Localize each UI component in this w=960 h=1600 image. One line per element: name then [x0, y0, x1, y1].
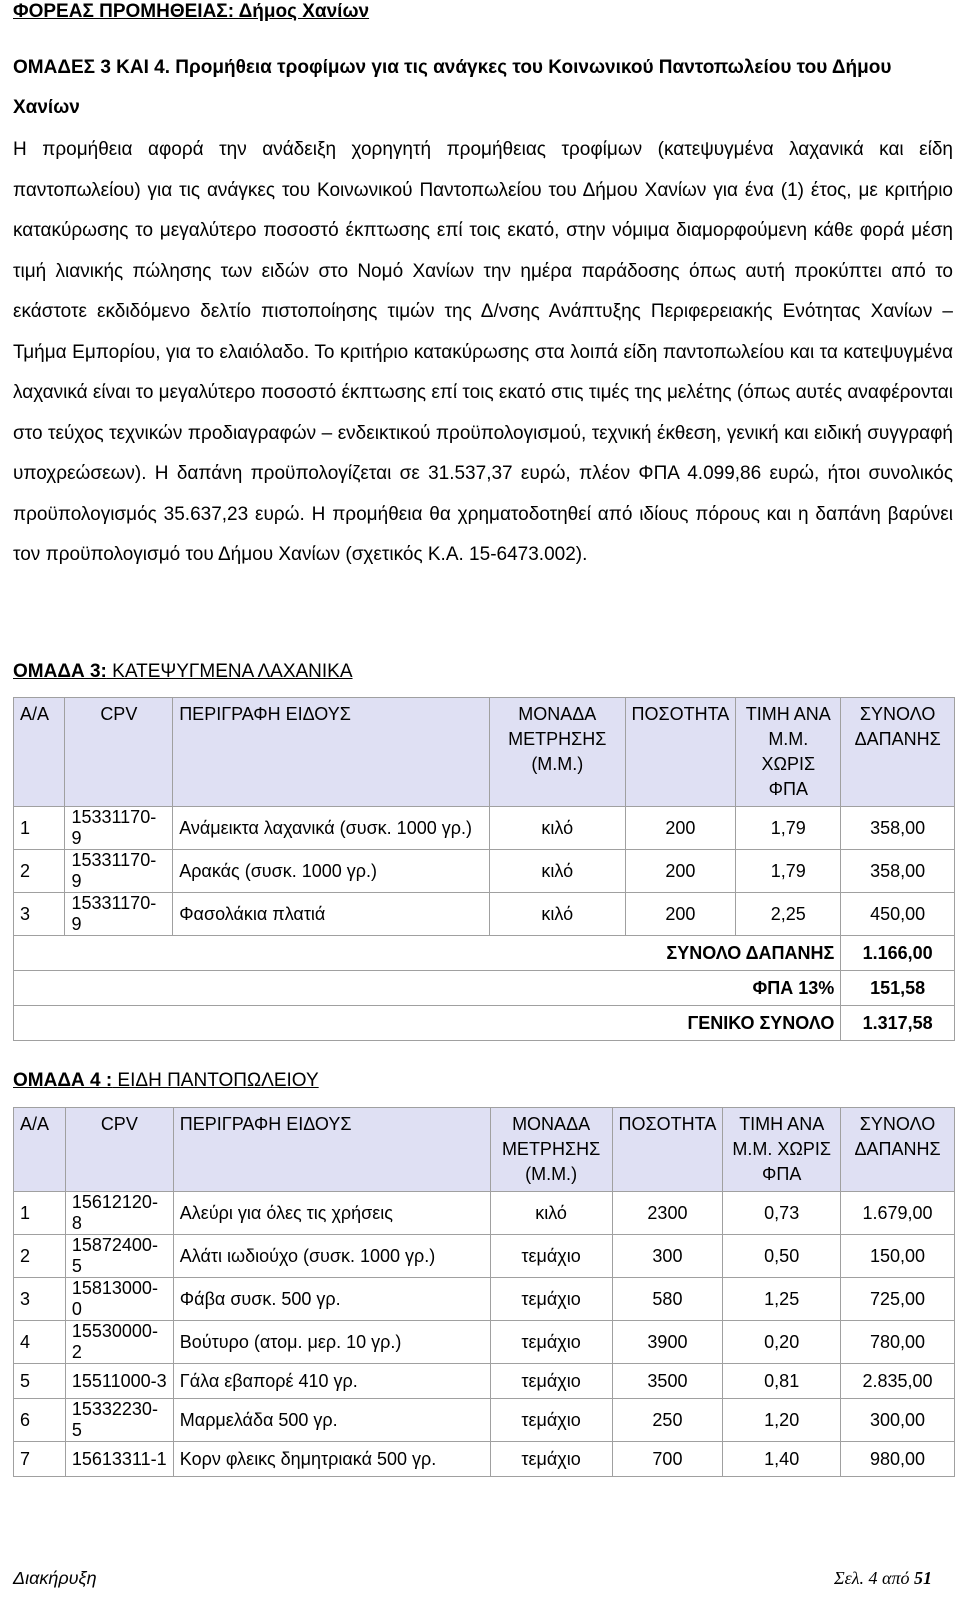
- col-header-description: ΠΕΡΙΓΡΑΦΗ ΕΙΔΟΥΣ: [173, 698, 490, 807]
- cell-quantity: 200: [625, 807, 736, 850]
- footer-document-name: Διακήρυξη: [13, 1568, 97, 1588]
- cell-cpv: 15813000-0: [65, 1278, 173, 1321]
- cell-unit-price: 0,50: [723, 1235, 841, 1278]
- group4-header-row: [14, 1108, 955, 1192]
- cell-unit-price: 0,81: [723, 1364, 841, 1399]
- cell-total: 980,00: [841, 1442, 955, 1477]
- cell-unit-price: 1,25: [723, 1278, 841, 1321]
- cell-unit: τεμάχιο: [490, 1364, 612, 1399]
- footer-page-number: [834, 1568, 932, 1589]
- vat-label: ΦΠΑ 13%: [14, 971, 841, 1006]
- cell-description: Φασολάκια πλατιά: [173, 893, 490, 936]
- group4-table: [13, 1107, 955, 1477]
- col-header-aa: Α/Α: [14, 698, 65, 807]
- group3-heading-title: ΚΑΤΕΨΥΓΜΕΝΑ ΛΑΧΑΝΙΚΑ: [106, 661, 353, 682]
- cell-description: Γάλα εβαπορέ 410 γρ.: [173, 1364, 490, 1399]
- cell-unit-price: 1,40: [723, 1442, 841, 1477]
- totals-row: [14, 936, 955, 971]
- grand-total-label: ΓΕΝΙΚΟ ΣΥΝΟΛΟ: [14, 1006, 841, 1041]
- col-header-cpv: CPV: [65, 698, 173, 807]
- cell-description: Αλάτι ιωδιούχο (συσκ. 1000 γρ.): [173, 1235, 490, 1278]
- cell-total: 780,00: [841, 1321, 955, 1364]
- cell-unit: κιλό: [490, 1192, 612, 1235]
- cell-description: Μαρμελάδα 500 γρ.: [173, 1399, 490, 1442]
- total-value: 1.166,00: [841, 936, 955, 971]
- cell-aa: 2: [14, 1235, 66, 1278]
- col-header-quantity: ΠΟΣΟΤΗΤΑ: [612, 1108, 723, 1192]
- cell-description: Ανάμεικτα λαχανικά (συσκ. 1000 γρ.): [173, 807, 490, 850]
- col-header-total: ΣΥΝΟΛΟ ΔΑΠΑΝΗΣ: [841, 698, 955, 807]
- col-header-unit-price: ΤΙΜΗ ΑΝΑ Μ.Μ. ΧΩΡΙΣ ΦΠΑ: [723, 1108, 841, 1192]
- group3-heading: [13, 660, 353, 684]
- col-header-total: ΣΥΝΟΛΟ ΔΑΠΑΝΗΣ: [841, 1108, 955, 1192]
- cell-cpv: 15331170-9: [65, 850, 173, 893]
- vat-row: [14, 971, 955, 1006]
- table-row: [14, 1442, 955, 1477]
- cell-unit-price: 1,20: [723, 1399, 841, 1442]
- cell-quantity: 250: [612, 1399, 723, 1442]
- cell-aa: 3: [14, 1278, 66, 1321]
- table-row: [14, 1364, 955, 1399]
- cell-aa: 1: [14, 1192, 66, 1235]
- group3-heading-label: ΟΜΑΔΑ 3:: [13, 661, 107, 682]
- cell-quantity: 300: [612, 1235, 723, 1278]
- group3-table: [13, 697, 955, 1041]
- cell-unit: τεμάχιο: [490, 1235, 612, 1278]
- cell-total: 358,00: [841, 850, 955, 893]
- groups-title: ΟΜΑΔΕΣ 3 ΚΑΙ 4. Προμήθεια τροφίμων για τις ανάγκες του Κοινωνικού Παντοπωλείου του Δήμου Χανίων: [13, 57, 892, 118]
- cell-description: Φάβα συσκ. 500 γρ.: [173, 1278, 490, 1321]
- cell-unit: τεμάχιο: [490, 1399, 612, 1442]
- cell-unit-price: 2,25: [736, 893, 841, 936]
- table-row: [14, 893, 955, 936]
- description-paragraph: Η προμήθεια αφορά την ανάδειξη χορηγητή προμήθειας τροφίμων (κατεψυγμένα λαχανικά και είδη παντοπωλείου) για τις ανάγκες του Κοινωνικού Παντοπωλείου του Δήμου Χανίων για ένα (1) έτος, με κριτήριο κατακύρωσης το μεγαλύτερο ποσοστό έκπτωσης επί τοις εκατό, στην νόμιμα διαμορφούμενη κάθε φορά μέση τιμή λιανικής πώλησης των ειδών στο Νομό Χανίων την ημέρα παράδοσης όπως αυτή προκύπτει από το εκάστοτε εκδιδόμενο δελτίο πιστοποίησης τιμών της Δ/νσης Ανάπτυξης Περιφερειακής Ενότητας Χανίων – Τμήμα Εμπορίου, για το ελαιόλαδο. Το κριτήριο κατακύρωσης στα λοιπά είδη παντοπωλείου και τα κατεψυγμένα λαχανικά είναι το μεγαλύτερο ποσοστό έκπτωσης επί τοις εκατό στις τιμές της μελέτης (όπως αυτές αναφέρονται στο τεύχος τεχνικών προδιαγραφών – ενδεικτικού προϋπολογισμού, τεχνική έκθεση, γενική και ειδική συγγραφή υποχρεώσεων). Η δαπάνη προϋπολογίζεται σε 31.537,37 ευρώ, πλέον ΦΠΑ 4.099,86 ευρώ, ήτοι συνολικός προϋπολογισμός 35.637,23 ευρώ. Η προμήθεια θα χρηματοδοτηθεί από ιδίους πόρους και η δαπάνη βαρύνει τον προϋπολογισμό του Δήμου Χανίων (σχετικός Κ.Α. 15-6473.002).: [13, 139, 953, 565]
- cell-aa: 4: [14, 1321, 66, 1364]
- cell-quantity: 3500: [612, 1364, 723, 1399]
- table-row: [14, 850, 955, 893]
- cell-total: 450,00: [841, 893, 955, 936]
- cell-quantity: 700: [612, 1442, 723, 1477]
- cell-total: 150,00: [841, 1235, 955, 1278]
- cell-quantity: 200: [625, 850, 736, 893]
- table-row: [14, 1192, 955, 1235]
- cell-cpv: 15613311-1: [65, 1442, 173, 1477]
- cell-unit: τεμάχιο: [490, 1442, 612, 1477]
- procurement-agency: ΦΟΡΕΑΣ ΠΡΟΜΗΘΕΙΑΣ: Δήμος Χανίων: [13, 1, 370, 22]
- table-row: [14, 1321, 955, 1364]
- cell-unit-price: 0,73: [723, 1192, 841, 1235]
- cell-total: 358,00: [841, 807, 955, 850]
- cell-unit-price: 0,20: [723, 1321, 841, 1364]
- cell-cpv: 15331170-9: [65, 893, 173, 936]
- cell-description: Αλεύρι για όλες τις χρήσεις: [173, 1192, 490, 1235]
- col-header-unit: ΜΟΝΑΔΑ ΜΕΤΡΗΣΗΣ (Μ.Μ.): [490, 1108, 612, 1192]
- col-header-cpv: CPV: [65, 1108, 173, 1192]
- group4-heading: [13, 1069, 319, 1093]
- group3-header-row: [14, 698, 955, 807]
- col-header-aa: Α/Α: [14, 1108, 66, 1192]
- cell-aa: 6: [14, 1399, 66, 1442]
- cell-unit: κιλό: [490, 893, 625, 936]
- cell-quantity: 3900: [612, 1321, 723, 1364]
- cell-description: Βούτυρο (ατομ. μερ. 10 γρ.): [173, 1321, 490, 1364]
- cell-total: 2.835,00: [841, 1364, 955, 1399]
- col-header-quantity: ΠΟΣΟΤΗΤΑ: [625, 698, 736, 807]
- table-row: [14, 1278, 955, 1321]
- col-header-description: ΠΕΡΙΓΡΑΦΗ ΕΙΔΟΥΣ: [173, 1108, 490, 1192]
- table-row: [14, 1235, 955, 1278]
- table-row: [14, 807, 955, 850]
- cell-description: Αρακάς (συσκ. 1000 γρ.): [173, 850, 490, 893]
- cell-aa: 7: [14, 1442, 66, 1477]
- cell-cpv: 15511000-3: [65, 1364, 173, 1399]
- cell-quantity: 200: [625, 893, 736, 936]
- cell-quantity: 2300: [612, 1192, 723, 1235]
- cell-cpv: 15331170-9: [65, 807, 173, 850]
- group4-heading-title: ΕΙΔΗ ΠΑΝΤΟΠΩΛΕΙΟΥ: [112, 1070, 319, 1091]
- vat-value: 151,58: [841, 971, 955, 1006]
- cell-unit: τεμάχιο: [490, 1321, 612, 1364]
- footer-page-total: 51: [914, 1568, 932, 1588]
- cell-unit-price: 1,79: [736, 850, 841, 893]
- table-row: [14, 1399, 955, 1442]
- cell-aa: 3: [14, 893, 65, 936]
- cell-unit: κιλό: [490, 850, 625, 893]
- cell-aa: 1: [14, 807, 65, 850]
- cell-unit: κιλό: [490, 807, 625, 850]
- cell-unit: τεμάχιο: [490, 1278, 612, 1321]
- cell-total: 300,00: [841, 1399, 955, 1442]
- cell-cpv: 15332230-5: [65, 1399, 173, 1442]
- footer-page-prefix: Σελ. 4 από: [833, 1568, 914, 1588]
- cell-description: Κορν φλεικς δημητριακά 500 γρ.: [173, 1442, 490, 1477]
- cell-aa: 2: [14, 850, 65, 893]
- group4-heading-label: ΟΜΑΔΑ 4 :: [13, 1070, 113, 1091]
- col-header-unit: ΜΟΝΑΔΑ ΜΕΤΡΗΣΗΣ (Μ.Μ.): [490, 698, 625, 807]
- cell-total: 1.679,00: [841, 1192, 955, 1235]
- cell-quantity: 580: [612, 1278, 723, 1321]
- cell-aa: 5: [14, 1364, 66, 1399]
- grand-total-value: 1.317,58: [841, 1006, 955, 1041]
- grand-total-row: [14, 1006, 955, 1041]
- cell-total: 725,00: [841, 1278, 955, 1321]
- cell-cpv: 15872400-5: [65, 1235, 173, 1278]
- cell-cpv: 15612120-8: [65, 1192, 173, 1235]
- col-header-unit-price: ΤΙΜΗ ΑΝΑ Μ.Μ. ΧΩΡΙΣ ΦΠΑ: [736, 698, 841, 807]
- total-label: ΣΥΝΟΛΟ ΔΑΠΑΝΗΣ: [14, 936, 841, 971]
- cell-cpv: 15530000-2: [65, 1321, 173, 1364]
- cell-unit-price: 1,79: [736, 807, 841, 850]
